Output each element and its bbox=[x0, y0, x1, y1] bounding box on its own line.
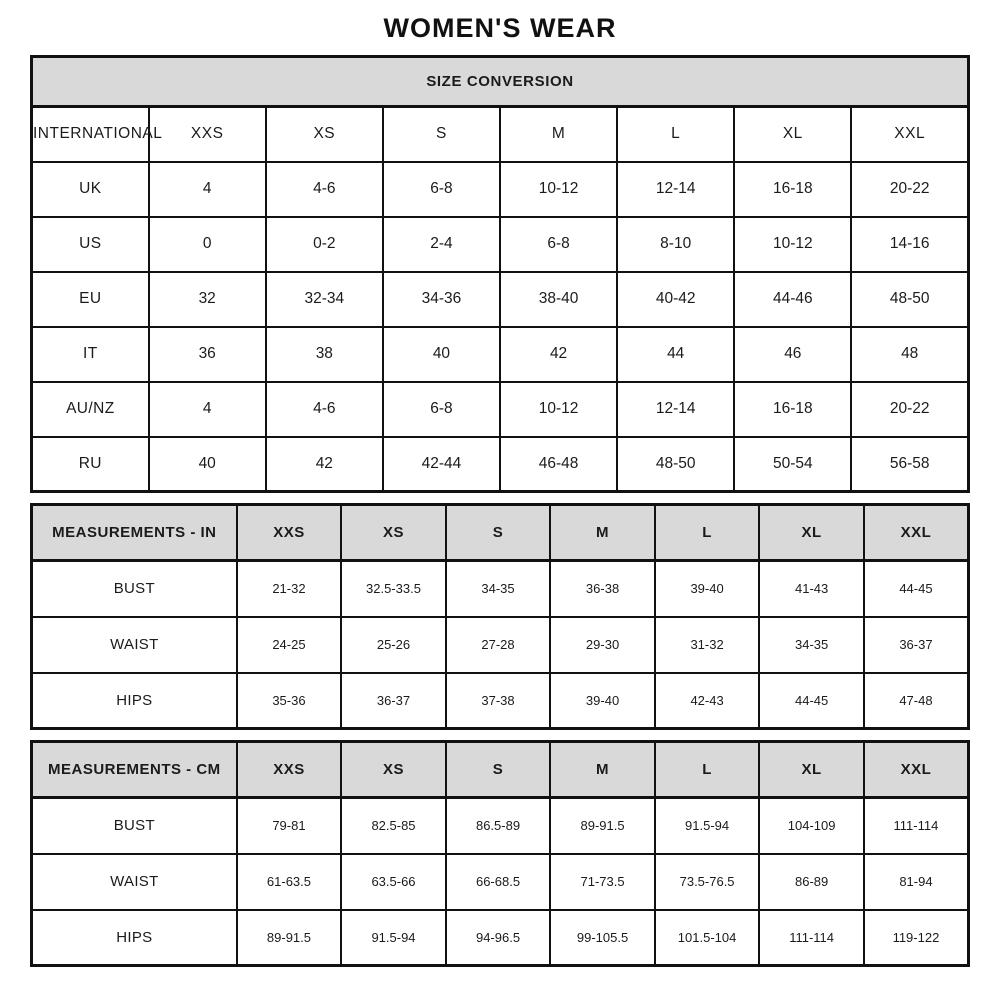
table-row bbox=[32, 910, 969, 966]
value-cell: 24-25 bbox=[237, 617, 342, 673]
value-cell: 32.5-33.5 bbox=[341, 561, 446, 617]
size-column-header: L bbox=[655, 505, 760, 561]
value-cell: 48-50 bbox=[851, 272, 968, 327]
value-cell: 10-12 bbox=[500, 382, 617, 437]
value-cell: 46 bbox=[734, 327, 851, 382]
size-column-header: S bbox=[446, 742, 551, 798]
row-label: US bbox=[32, 217, 149, 272]
value-cell: 82.5-85 bbox=[341, 798, 446, 854]
table-row bbox=[32, 272, 969, 327]
value-cell: 36-37 bbox=[341, 673, 446, 729]
value-cell: 34-35 bbox=[446, 561, 551, 617]
corner-label: MEASUREMENTS - IN bbox=[32, 505, 237, 561]
value-cell: 16-18 bbox=[734, 382, 851, 437]
size-column-header: XS bbox=[341, 742, 446, 798]
value-cell: 38 bbox=[266, 327, 383, 382]
size-conversion-banner-row bbox=[32, 57, 969, 107]
value-cell: 89-91.5 bbox=[237, 910, 342, 966]
value-cell: 8-10 bbox=[617, 217, 734, 272]
table-row bbox=[32, 617, 969, 673]
size-column-header: XXS bbox=[149, 107, 266, 162]
value-cell: 86.5-89 bbox=[446, 798, 551, 854]
page-title: WOMEN'S WEAR bbox=[383, 13, 617, 43]
value-cell: 0-2 bbox=[266, 217, 383, 272]
value-cell: 20-22 bbox=[851, 162, 968, 217]
row-label: WAIST bbox=[32, 854, 237, 910]
value-cell: 44-45 bbox=[759, 673, 864, 729]
value-cell: 48 bbox=[851, 327, 968, 382]
value-cell: 44 bbox=[617, 327, 734, 382]
value-cell: 34-35 bbox=[759, 617, 864, 673]
value-cell: 42 bbox=[500, 327, 617, 382]
table-row bbox=[32, 437, 969, 492]
value-cell: 101.5-104 bbox=[655, 910, 760, 966]
table-row bbox=[32, 162, 969, 217]
value-cell: 37-38 bbox=[446, 673, 551, 729]
size-column-header: XL bbox=[759, 505, 864, 561]
value-cell: 73.5-76.5 bbox=[655, 854, 760, 910]
value-cell: 36-38 bbox=[550, 561, 655, 617]
size-column-header: S bbox=[383, 107, 500, 162]
value-cell: 61-63.5 bbox=[237, 854, 342, 910]
value-cell: 36-37 bbox=[864, 617, 969, 673]
row-label: UK bbox=[32, 162, 149, 217]
corner-label: INTERNATIONAL bbox=[32, 107, 149, 162]
size-column-header: M bbox=[550, 742, 655, 798]
size-column-header: L bbox=[617, 107, 734, 162]
value-cell: 32-34 bbox=[266, 272, 383, 327]
value-cell: 6-8 bbox=[500, 217, 617, 272]
value-cell: 12-14 bbox=[617, 382, 734, 437]
size-column-header: M bbox=[500, 107, 617, 162]
value-cell: 40 bbox=[383, 327, 500, 382]
value-cell: 16-18 bbox=[734, 162, 851, 217]
table-row bbox=[32, 798, 969, 854]
row-label: BUST bbox=[32, 798, 237, 854]
row-label: HIPS bbox=[32, 673, 237, 729]
value-cell: 25-26 bbox=[341, 617, 446, 673]
value-cell: 39-40 bbox=[550, 673, 655, 729]
value-cell: 39-40 bbox=[655, 561, 760, 617]
value-cell: 40 bbox=[149, 437, 266, 492]
size-conversion-table bbox=[30, 55, 970, 493]
value-cell: 4 bbox=[149, 382, 266, 437]
table-row bbox=[32, 673, 969, 729]
value-cell: 44-46 bbox=[734, 272, 851, 327]
value-cell: 50-54 bbox=[734, 437, 851, 492]
value-cell: 79-81 bbox=[237, 798, 342, 854]
size-column-header: XL bbox=[759, 742, 864, 798]
value-cell: 42 bbox=[266, 437, 383, 492]
value-cell: 10-12 bbox=[734, 217, 851, 272]
size-header-row bbox=[32, 505, 969, 561]
value-cell: 42-43 bbox=[655, 673, 760, 729]
value-cell: 111-114 bbox=[864, 798, 969, 854]
value-cell: 12-14 bbox=[617, 162, 734, 217]
value-cell: 6-8 bbox=[383, 162, 500, 217]
value-cell: 29-30 bbox=[550, 617, 655, 673]
value-cell: 27-28 bbox=[446, 617, 551, 673]
size-header-row bbox=[32, 107, 969, 162]
table-gap bbox=[0, 493, 1000, 503]
size-column-header: S bbox=[446, 505, 551, 561]
value-cell: 38-40 bbox=[500, 272, 617, 327]
value-cell: 119-122 bbox=[864, 910, 969, 966]
value-cell: 56-58 bbox=[851, 437, 968, 492]
value-cell: 14-16 bbox=[851, 217, 968, 272]
size-conversion-banner: SIZE CONVERSION bbox=[32, 57, 969, 107]
value-cell: 36 bbox=[149, 327, 266, 382]
row-label: HIPS bbox=[32, 910, 237, 966]
size-column-header: XS bbox=[266, 107, 383, 162]
corner-label: MEASUREMENTS - CM bbox=[32, 742, 237, 798]
table-gap bbox=[0, 730, 1000, 740]
value-cell: 21-32 bbox=[237, 561, 342, 617]
value-cell: 20-22 bbox=[851, 382, 968, 437]
value-cell: 48-50 bbox=[617, 437, 734, 492]
measurements-in-table bbox=[30, 503, 970, 730]
table-row bbox=[32, 382, 969, 437]
value-cell: 63.5-66 bbox=[341, 854, 446, 910]
measurements-cm-table bbox=[30, 740, 970, 967]
value-cell: 2-4 bbox=[383, 217, 500, 272]
value-cell: 86-89 bbox=[759, 854, 864, 910]
size-column-header: XXS bbox=[237, 505, 342, 561]
value-cell: 111-114 bbox=[759, 910, 864, 966]
size-column-header: M bbox=[550, 505, 655, 561]
value-cell: 47-48 bbox=[864, 673, 969, 729]
row-label: EU bbox=[32, 272, 149, 327]
value-cell: 0 bbox=[149, 217, 266, 272]
size-column-header: L bbox=[655, 742, 760, 798]
row-label: AU/NZ bbox=[32, 382, 149, 437]
value-cell: 42-44 bbox=[383, 437, 500, 492]
value-cell: 31-32 bbox=[655, 617, 760, 673]
size-column-header: XL bbox=[734, 107, 851, 162]
value-cell: 81-94 bbox=[864, 854, 969, 910]
row-label: WAIST bbox=[32, 617, 237, 673]
size-header-row bbox=[32, 742, 969, 798]
value-cell: 94-96.5 bbox=[446, 910, 551, 966]
value-cell: 41-43 bbox=[759, 561, 864, 617]
size-column-header: XXL bbox=[864, 742, 969, 798]
table-row bbox=[32, 561, 969, 617]
value-cell: 4 bbox=[149, 162, 266, 217]
value-cell: 35-36 bbox=[237, 673, 342, 729]
table-row bbox=[32, 327, 969, 382]
row-label: IT bbox=[32, 327, 149, 382]
value-cell: 4-6 bbox=[266, 162, 383, 217]
value-cell: 91.5-94 bbox=[655, 798, 760, 854]
value-cell: 10-12 bbox=[500, 162, 617, 217]
value-cell: 6-8 bbox=[383, 382, 500, 437]
value-cell: 99-105.5 bbox=[550, 910, 655, 966]
value-cell: 32 bbox=[149, 272, 266, 327]
value-cell: 91.5-94 bbox=[341, 910, 446, 966]
size-column-header: XXL bbox=[864, 505, 969, 561]
value-cell: 4-6 bbox=[266, 382, 383, 437]
size-column-header: XS bbox=[341, 505, 446, 561]
size-column-header: XXL bbox=[851, 107, 968, 162]
value-cell: 46-48 bbox=[500, 437, 617, 492]
value-cell: 89-91.5 bbox=[550, 798, 655, 854]
value-cell: 34-36 bbox=[383, 272, 500, 327]
value-cell: 40-42 bbox=[617, 272, 734, 327]
value-cell: 66-68.5 bbox=[446, 854, 551, 910]
row-label: BUST bbox=[32, 561, 237, 617]
row-label: RU bbox=[32, 437, 149, 492]
value-cell: 104-109 bbox=[759, 798, 864, 854]
size-column-header: XXS bbox=[237, 742, 342, 798]
value-cell: 71-73.5 bbox=[550, 854, 655, 910]
table-row bbox=[32, 217, 969, 272]
value-cell: 44-45 bbox=[864, 561, 969, 617]
table-row bbox=[32, 854, 969, 910]
